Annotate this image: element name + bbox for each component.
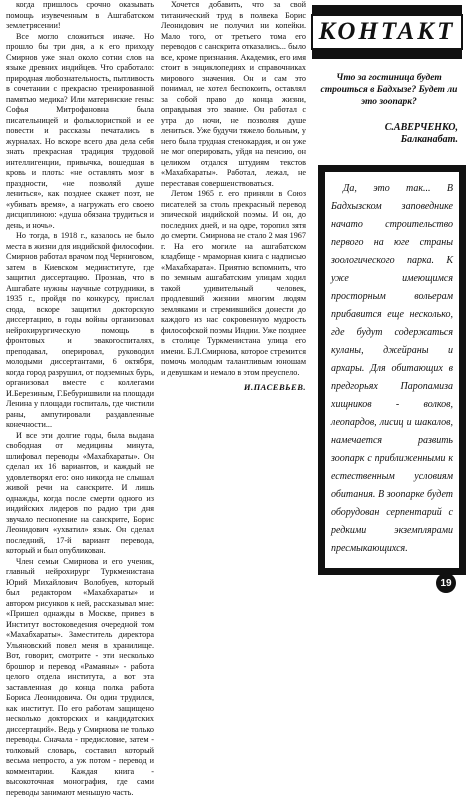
- reader-question: Что за гостиница будет строиться в Бадхызе? Будет ли это зоопарк?: [318, 72, 460, 108]
- question-author: [318, 122, 458, 146]
- page-number: 19: [436, 573, 456, 593]
- paragraph: Член семьи Смирнова и его ученик, главный нейрохирург Туркменистана Юрий Михайлович Волобуев, который был редактором «Махабхараты» и автором рисунков к ней, рассказывал мне: «Пришел однажды в Москве, привез в Институт востоковедения очередной том «Махабхараты». Заместитель директора Ульяновский повел меня в хранилище. Вот, говорит, смотрите - эти несколько брошюр и перевод «Рамаяны» - работа целого отдела института, а вот эта заставленная до конца полка работа Бориса Леонидовича. Он один трудился, как институт. По его работам защищено несколько докторских и кандидатских диссертаций». Ведь у Смирнова не только переводы. Сначала - предисловие, затем - толковый словарь, составил который весьма непросто, а уж потом - перевод и комментарии. Каждая книга - высокоточная монография, где сами переводы занимают меньшую часть.: [6, 557, 154, 798]
- text-column-1: [6, 0, 154, 599]
- author-name: С.АВЕРЧЕНКО,: [318, 122, 458, 134]
- article-signature: И.ПАСЕВЬЕВ.: [161, 382, 306, 393]
- author-place: Балканабат.: [318, 134, 458, 146]
- answer-text: Да, это так... В Бадхызском заповеднике начато строительство первого на юге страны зоологического парка. К уже имеющимся просторным вольерам прибавится еще несколько, где будут содержаться куланы, джейраны и архары. Для обитающих в предгорьях Паропамиза хищников - волков, леопардов, лисиц и шакалов, намечается развить зоопарк с приближенными к естественным условиям обитания. В зоопарке будет оборудован серпентарий с редкими экземплярами пресмыкающихся.: [331, 180, 453, 558]
- paragraph: Но тогда, в 1918 г., казалось не было места в жизни для индийской философии. Смирнов работал врачом под Черниговом, затем в Киевском мединституте, где защитил диссертацию. Прознав, что в Ашгабате нужны научные сотрудники, в 1935 г., пройдя по конкурсу, прислал сюда, вскоре защитил докторскую диссертацию, в годы войны организовал нейрохирургическую помощь в фронтовых и эвакогоспиталях, преподавал, оперировал, руководил молодыми диссертантами, 6 октября, когда город разрушил, от подземных бурь, организовал вместе с коллегами И.Березиным, Г.Бебуришвили на площади Ленина у площади госпиталь, где чистили раны, ампутировали раздавленные конечности...: [6, 231, 154, 431]
- contact-header: [312, 5, 462, 59]
- paragraph: Все могло сложиться иначе. Но прошло бы три дня, а к его приходу Смирнов уже знал около сотни слов на языке древних индийцев. Что сработало: природная любознательность, пытливость в сочетании с прекрасно тренированной памятью медика? Или материнские гены: Софья Митрофановна была писательницей и фольклористкой и ее повести и рассказы печатались в журналах. Но вскоре всего два дела себя знать прекрасная традиция трудовой интеллигенции, привычка, вошедшая в кровь и плоть: «не оставлять мозг в праздности, «не позволяй душе лениться», как позднее скажет поэт, не «убивать время», а нагружать его своею дисциплиною: «душа обязана трудиться и день, и ночь».: [6, 32, 154, 232]
- paragraph: когда пришлось срочно оказывать помощь изувеченным в Ашгабатском землетрясении!: [6, 0, 154, 32]
- contact-sidebar: [312, 0, 462, 599]
- text-column-2: [161, 0, 306, 599]
- paragraph: Летом 1965 г. его приняли в Союз писателей за столь прекрасный перевод эпической индийской поэмы. И он, до последних дней, и на одре, торопил зятя до смерти. Смирнова не стало 2 мая 1967 г. На его могиле на ашгабатском кладбище - мраморная книга с надписью «Махабхарата». Приятно вспомнить, что по земным ашгабатским улицам ходил такой удивительный человек, продлевший жизнии многим людям земляками и стремившийся донести до каждого из нас сокровенную мудрость философской поэмы Индии. Уже позднее в столице Туркменистана улица его имени. Б.Л.Смирнова, которое стремится помочь молодым талантливым юношам и девушкам и немало в этом преуспело.: [161, 189, 306, 378]
- paragraph: И все эти долгие годы, была выдана свободная от медицины минута, шлифовал переводы «Махабхараты». Он сделал их 16 вариантов, и каждый не удовлетворял его: оно никогда не слышал живой речи на санскрите. И лишь однажды, когда после смерти одного из индийских лидеров по радио три дня звучало песнопение на санскрите, Борис Леонидович «ухватил» язык. Он сделал последний, 17-й вариант перевода, который и был опубликован.: [6, 431, 154, 557]
- contact-title: КОНТАКТ: [311, 14, 464, 50]
- paragraph: Хочется добавить, что за свой титанический труд в полвека Борис Леонидович не получил ни копейки. Мало того, от третьего тома его переводов с санскрита отказались... было все, кроме признания. Академик, его имя стоит в энциклопедиях и справочниках мирового значения. Он и сам это понимал, не хотел беспокоить, оставлял за собой право до конца жизни, оправдывая это звание. Он работал с утра до ночи, не позволяя душе лениться. Уже будучи тяжело больным, у него была трудная стенокардия, и он уже не мог оперировать, уйдя на пенсию, он целиком отдался штудиям текстов «Махабхараты». Работал, лежал, не переставая совершенствоваться.: [161, 0, 306, 189]
- answer-box: [318, 165, 466, 575]
